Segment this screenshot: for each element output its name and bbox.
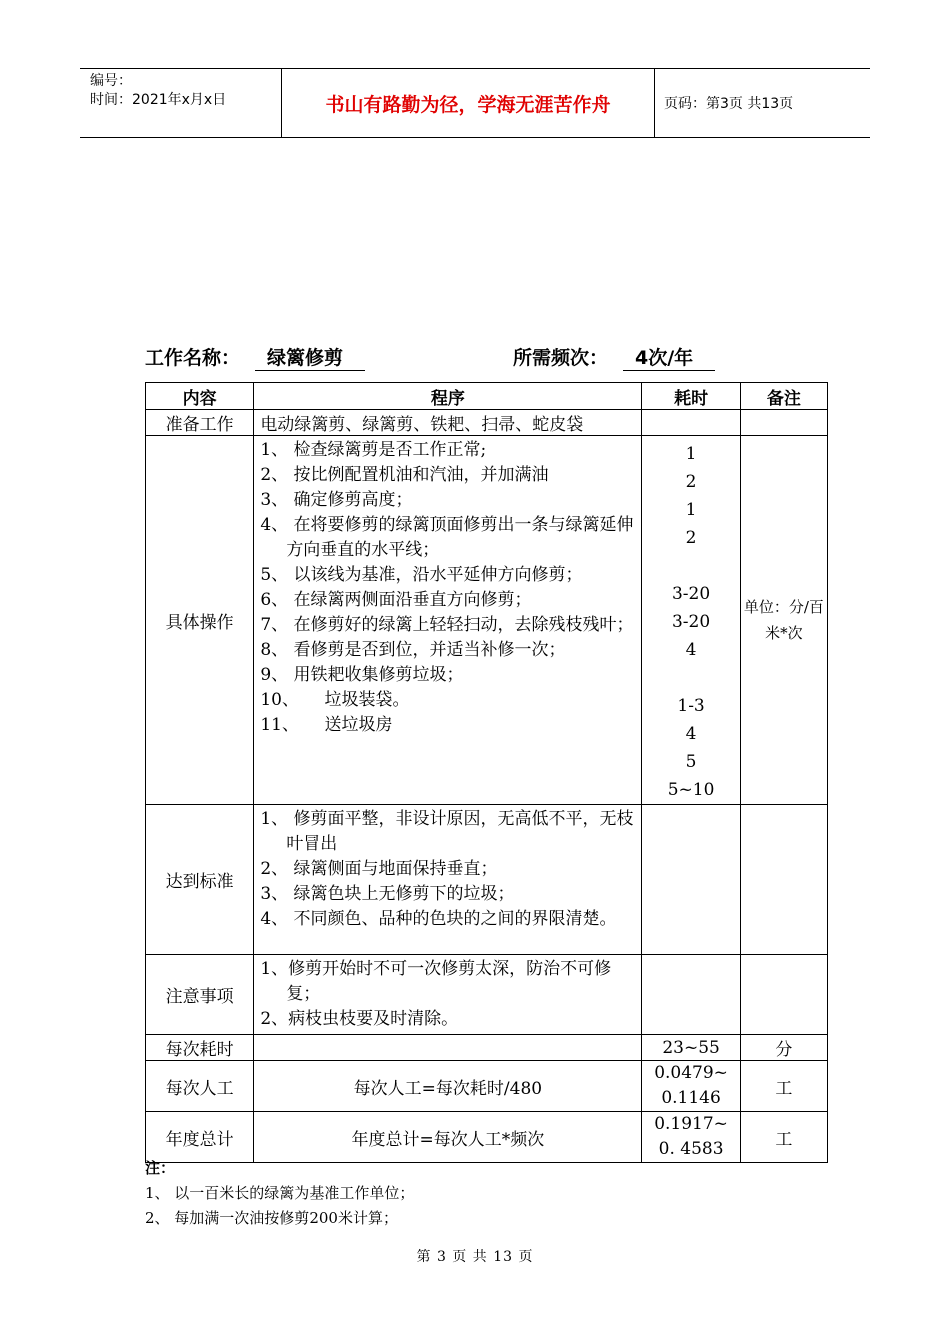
per-time-label: 每次耗时 bbox=[146, 1035, 254, 1061]
prep-value: 电动绿篱剪、绿篱剪、铁耙、扫帚、蛇皮袋 bbox=[254, 410, 642, 436]
time-value: 5~10 bbox=[667, 780, 715, 800]
list-item: 4、 在将要修剪的绿篱顶面修剪出一条与绿篱延伸方向垂直的水平线； bbox=[260, 515, 634, 560]
time-value: 3-20 bbox=[671, 584, 711, 604]
standard-remark bbox=[740, 805, 827, 955]
list-item: 11、 送垃圾房 bbox=[260, 715, 393, 735]
table-header-row bbox=[146, 383, 828, 410]
list-item: 8、 看修剪是否到位，并适当补修一次； bbox=[260, 640, 566, 660]
standard-label: 达到标准 bbox=[146, 805, 254, 955]
time-value: 4 bbox=[685, 640, 697, 660]
list-item: 5、 以该线为基准，沿水平延伸方向修剪； bbox=[260, 565, 583, 585]
per-labor-label: 每次人工 bbox=[146, 1061, 254, 1112]
header-remark: 备注 bbox=[740, 383, 827, 410]
frequency-label: 所需频次： bbox=[513, 347, 609, 369]
annual-label: 年度总计 bbox=[146, 1112, 254, 1163]
list-item: 7、 在修剪好的绿篱上轻轻扫动，去除残枝残叶； bbox=[260, 615, 634, 635]
per-labor-formula: 每次人工=每次耗时/480 bbox=[254, 1061, 642, 1112]
list-item: 1、 检查绿篱剪是否工作正常; bbox=[260, 440, 487, 460]
time-value: 1-3 bbox=[677, 696, 705, 716]
time-value: 2 bbox=[685, 528, 697, 548]
table-row-standard bbox=[146, 805, 828, 955]
time-value: 1 bbox=[685, 500, 697, 520]
annual-value-1: 0.1917~ bbox=[654, 1114, 728, 1134]
per-time-unit: 分 bbox=[740, 1035, 827, 1061]
list-item: 3、 确定修剪高度； bbox=[260, 490, 413, 510]
table-row-prep bbox=[146, 410, 828, 436]
list-item: 2、 绿篱侧面与地面保持垂直； bbox=[260, 859, 498, 879]
table-row-annual bbox=[146, 1112, 828, 1163]
list-item: 1、 修剪面平整，非设计原因，无高低不平，无枝叶冒出 bbox=[260, 809, 634, 854]
work-table bbox=[145, 382, 828, 1163]
document-header bbox=[80, 68, 870, 138]
prep-time bbox=[642, 410, 740, 436]
header-time: 时间：2021年x月x日 bbox=[90, 92, 227, 108]
operation-label: 具体操作 bbox=[146, 436, 254, 805]
list-item: 2、 按比例配置机油和汽油，并加满油 bbox=[260, 465, 549, 485]
operation-steps bbox=[254, 436, 642, 805]
work-name-label: 工作名称： bbox=[145, 347, 241, 369]
page-footer: 第 3 页 共 13 页 bbox=[416, 1249, 534, 1265]
attention-remark bbox=[740, 955, 827, 1035]
operation-remark: 单位：分/百米*次 bbox=[740, 436, 827, 805]
annual-formula: 年度总计=每次人工*频次 bbox=[254, 1112, 642, 1163]
list-item: 2、 每加满一次油按修剪200米计算； bbox=[145, 1209, 398, 1227]
annual-unit: 工 bbox=[740, 1112, 827, 1163]
time-value bbox=[642, 664, 739, 692]
table-row-attention bbox=[146, 955, 828, 1035]
attention-items bbox=[254, 955, 642, 1035]
work-name-value: 绿篱修剪 bbox=[255, 343, 365, 371]
list-item: 3、 绿篱色块上无修剪下的垃圾； bbox=[260, 884, 515, 904]
per-time-formula bbox=[254, 1035, 642, 1061]
per-labor-value-2: 0.1146 bbox=[661, 1088, 721, 1108]
per-labor-value-1: 0.0479~ bbox=[654, 1063, 728, 1083]
table-row-per-labor bbox=[146, 1061, 828, 1112]
list-item: 10、 垃圾装袋。 bbox=[260, 690, 410, 710]
header-content: 内容 bbox=[146, 383, 254, 410]
work-title-row bbox=[145, 343, 845, 373]
per-labor-unit: 工 bbox=[740, 1061, 827, 1112]
per-time-value: 23~55 bbox=[642, 1035, 740, 1061]
operation-times bbox=[642, 436, 740, 805]
attention-label: 注意事项 bbox=[146, 955, 254, 1035]
list-item: 6、 在绿篱两侧面沿垂直方向修剪； bbox=[260, 590, 532, 610]
standard-items bbox=[254, 805, 642, 955]
list-item: 9、 用铁耙收集修剪垃圾； bbox=[260, 665, 464, 685]
time-value: 4 bbox=[685, 724, 697, 744]
header-time: 耗时 bbox=[642, 383, 740, 410]
notes-title: 注： bbox=[145, 1159, 176, 1177]
time-value: 2 bbox=[685, 472, 697, 492]
notes-section bbox=[145, 1156, 414, 1231]
attention-time bbox=[642, 955, 740, 1035]
table-row-operation bbox=[146, 436, 828, 805]
list-item: 4、 不同颜色、品种的色块的之间的界限清楚。 bbox=[260, 909, 617, 929]
header-meta bbox=[80, 69, 282, 137]
frequency-value: 4次/年 bbox=[623, 343, 715, 371]
table-row-per-time bbox=[146, 1035, 828, 1061]
annual-value-2: 0. 4583 bbox=[658, 1139, 724, 1159]
header-page-info: 页码：第3页 共13页 bbox=[664, 96, 794, 112]
time-value: 1 bbox=[685, 444, 697, 464]
list-item: 2、病枝虫枝要及时清除。 bbox=[260, 1009, 459, 1029]
per-labor-value bbox=[642, 1061, 740, 1112]
prep-label: 准备工作 bbox=[146, 410, 254, 436]
time-value: 5 bbox=[685, 752, 697, 772]
header-number: 编号： bbox=[90, 73, 132, 89]
standard-time bbox=[642, 805, 740, 955]
list-item: 1、修剪开始时不可一次修剪太深，防治不可修复； bbox=[260, 959, 612, 1004]
header-procedure: 程序 bbox=[254, 383, 642, 410]
annual-value bbox=[642, 1112, 740, 1163]
time-value: 3-20 bbox=[671, 612, 711, 632]
prep-remark bbox=[740, 410, 827, 436]
header-motto: 书山有路勤为径，学海无涯苦作舟 bbox=[282, 69, 655, 137]
time-value bbox=[642, 552, 739, 580]
list-item: 1、 以一百米长的绿篱为基准工作单位； bbox=[145, 1184, 415, 1202]
